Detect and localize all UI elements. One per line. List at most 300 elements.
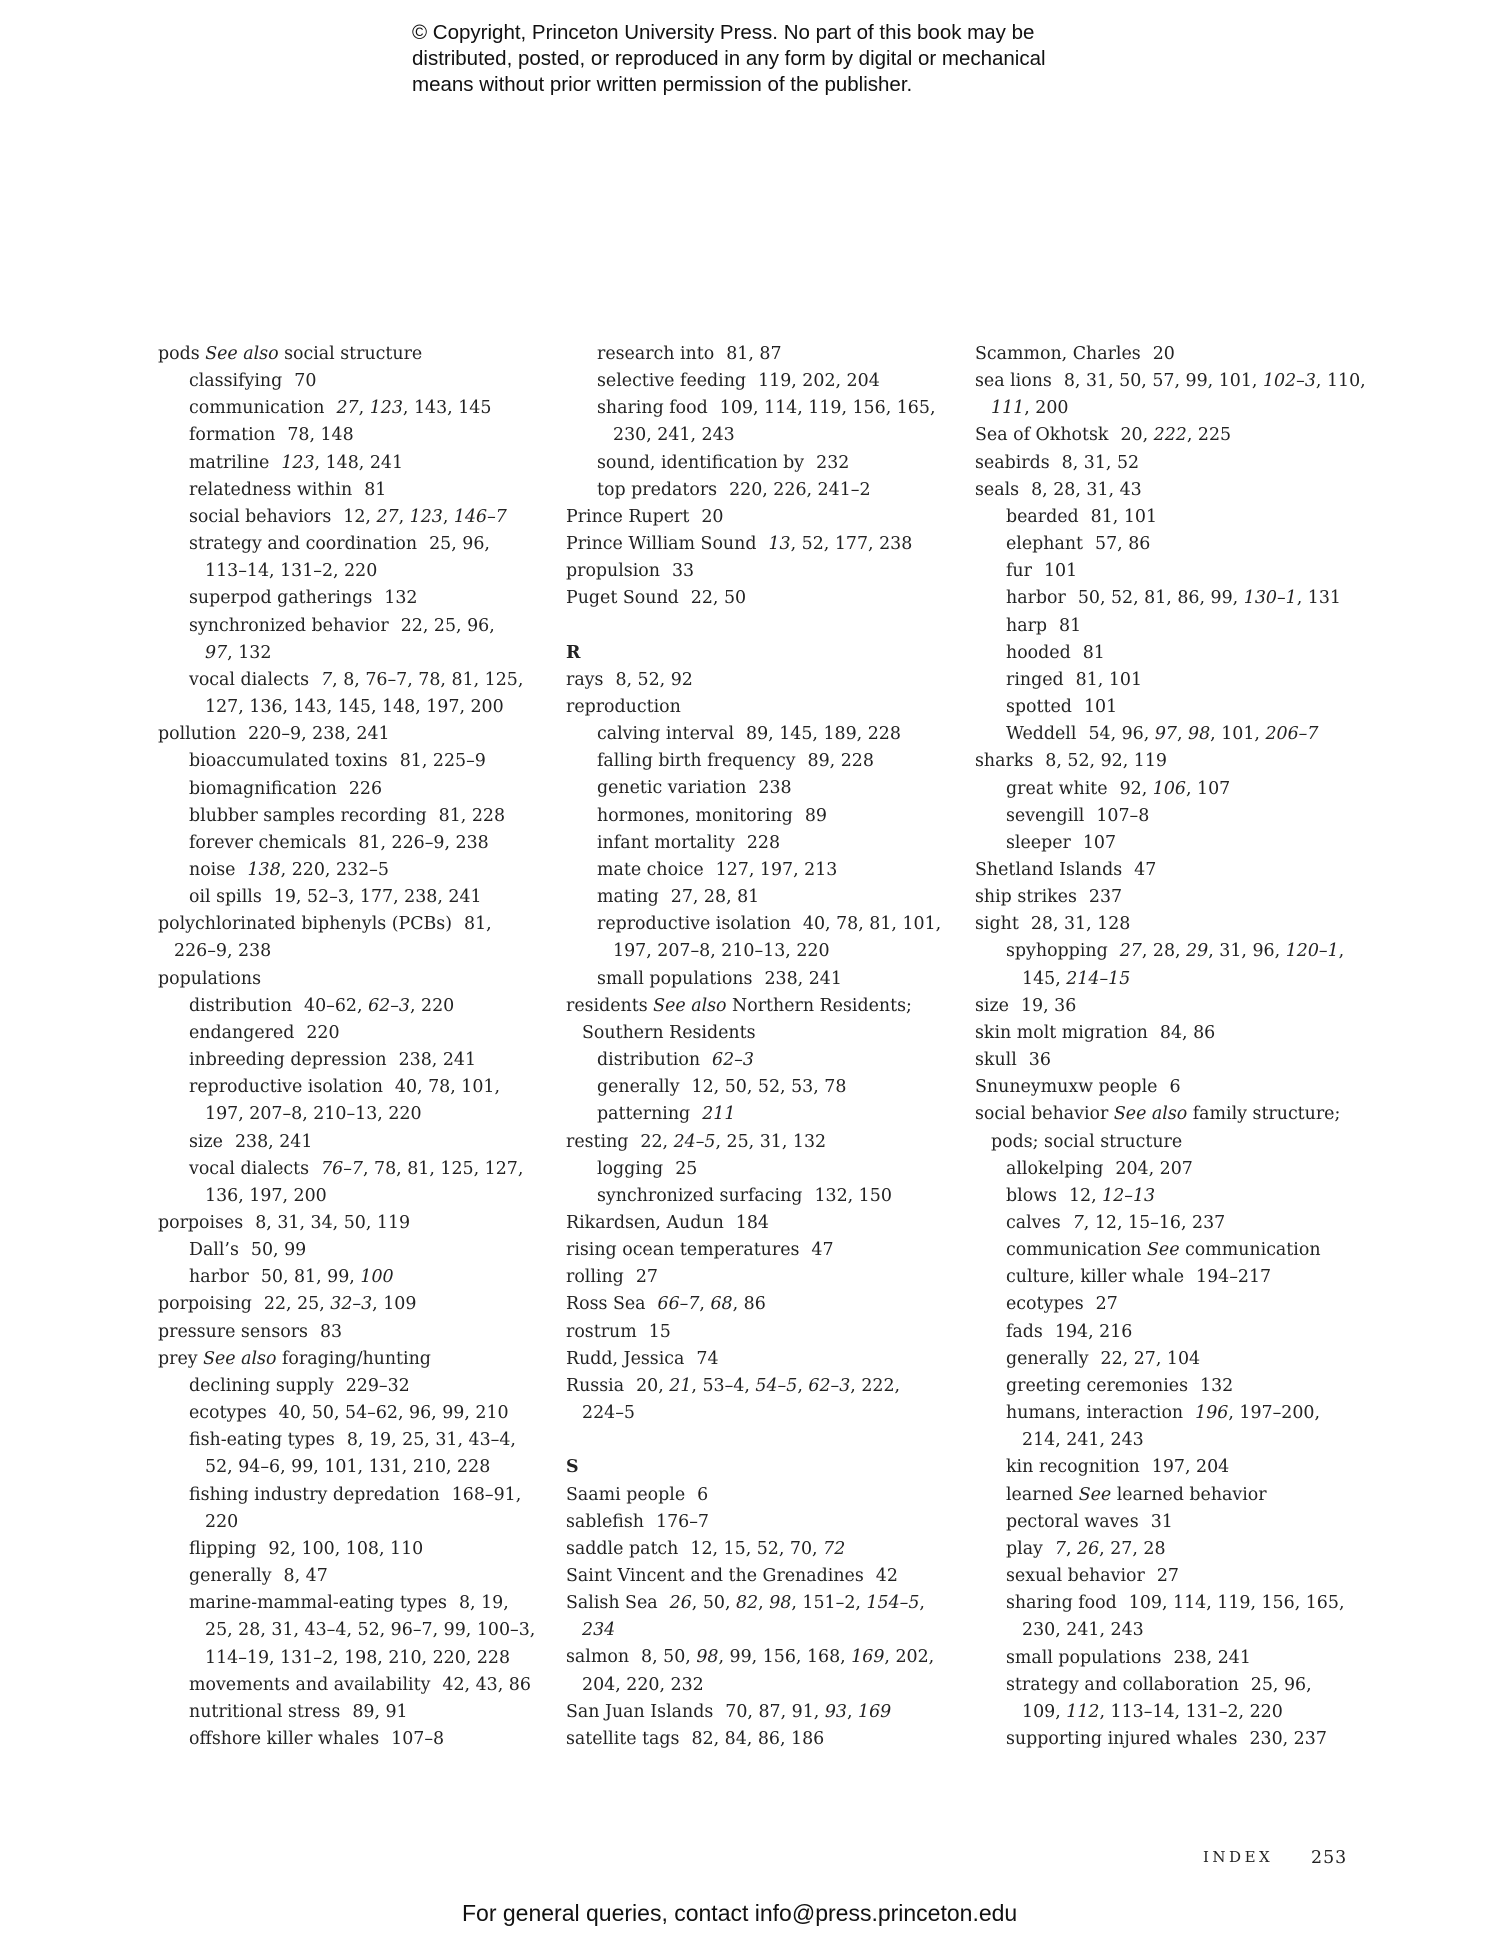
italic-text: 82 <box>736 1593 759 1614</box>
entry-text: size <box>189 1131 223 1152</box>
index-subentry <box>566 803 966 830</box>
entry-text: strategy and collaboration <box>1006 1674 1239 1695</box>
entry-text: , 27, 28 <box>1099 1538 1166 1559</box>
index-entry <box>566 1237 966 1264</box>
italic-text: 27 <box>1119 941 1142 962</box>
entry-text: Northern Residents; <box>726 995 912 1016</box>
entry-text: 238, 241 <box>398 1050 477 1071</box>
entry-text: 19, 36 <box>1020 995 1077 1016</box>
entry-text: 78, 148 <box>287 425 354 446</box>
index-continuation <box>158 640 558 667</box>
italic-text: 154–5 <box>866 1593 920 1614</box>
entry-text: 40, 78, 81, 101, <box>802 914 942 935</box>
entry-text: 27 <box>1095 1294 1118 1315</box>
index-continuation <box>975 1617 1375 1644</box>
index-continuation <box>975 395 1375 422</box>
entry-text: social behavior <box>975 1104 1114 1125</box>
entry-text: social behaviors <box>189 506 332 527</box>
entry-text: , <box>758 1593 770 1614</box>
entry-text: endangered <box>189 1022 295 1043</box>
entry-text: 50, 52, 81, 86, 99, <box>1077 588 1244 609</box>
entry-text: 8, 31, 52 <box>1061 452 1140 473</box>
entry-text: , 50, <box>691 1593 737 1614</box>
entry-text: , 143, 145 <box>402 398 492 419</box>
index-subentry <box>566 775 966 802</box>
entry-text: salmon <box>566 1647 630 1668</box>
entry-text: bearded <box>1006 506 1079 527</box>
entry-text: , 52, 177, 238 <box>790 534 913 555</box>
index-subentry <box>975 1319 1375 1346</box>
entry-text: 22, <box>640 1131 674 1152</box>
entry-text: 136, 197, 200 <box>205 1185 327 1206</box>
index-subentry <box>158 1427 558 1454</box>
index-column-middle <box>566 341 966 1753</box>
running-footer-section: INDEX <box>1203 1848 1274 1866</box>
index-entry <box>158 1346 558 1373</box>
entry-text: synchronized behavior <box>189 615 389 636</box>
entry-text: logging <box>597 1158 664 1179</box>
entry-text: 81, 87 <box>726 344 782 364</box>
entry-text: 89 <box>804 805 827 826</box>
index-subentry <box>975 585 1375 612</box>
entry-text: play <box>1006 1538 1043 1559</box>
index-continuation <box>158 1454 558 1481</box>
entry-text: rolling <box>566 1267 624 1288</box>
entry-text: 81 <box>1059 615 1082 636</box>
entry-text: , 113–14, 131–2, 220 <box>1099 1701 1283 1722</box>
entry-text: 20 <box>701 506 724 527</box>
entry-text: nutritional stress <box>189 1701 341 1722</box>
index-subentry <box>566 1074 966 1101</box>
index-continuation <box>975 966 1375 993</box>
index-subentry <box>975 613 1375 640</box>
entry-text: Southern Residents <box>582 1022 756 1043</box>
index-column-left <box>158 341 558 1753</box>
index-subentry <box>158 1237 558 1264</box>
index-subentry <box>975 1563 1375 1590</box>
index-entry <box>566 1726 966 1753</box>
section-spacer <box>566 613 966 640</box>
entry-text: foraging/hunting <box>276 1348 431 1369</box>
entry-text: Sea of Okhotsk <box>975 425 1109 446</box>
italic-text: 13 <box>768 534 791 555</box>
entry-text: small populations <box>1006 1647 1162 1668</box>
index-entry <box>975 748 1375 775</box>
entry-text: declining supply <box>189 1375 334 1396</box>
index-entry <box>975 884 1375 911</box>
copyright-line: © Copyright, Princeton University Press. No part of this book may be <box>412 21 1035 44</box>
index-entry <box>975 450 1375 477</box>
index-subentry <box>158 395 558 422</box>
entry-text: pods; social structure <box>991 1131 1183 1152</box>
index-subentry <box>158 1536 558 1563</box>
entry-text: 132, 150 <box>814 1185 892 1206</box>
entry-text: sleeper <box>1006 832 1071 853</box>
entry-text: 81 <box>364 479 387 500</box>
entry-text: 89, 228 <box>807 751 874 772</box>
index-continuation <box>158 1645 558 1672</box>
entry-text: 194–217 <box>1196 1267 1272 1288</box>
index-subentry <box>975 721 1375 748</box>
entry-text: Russia <box>566 1375 625 1396</box>
entry-text: Salish Sea <box>566 1593 658 1614</box>
italic-text: 196 <box>1195 1403 1229 1424</box>
entry-text: 84, 86 <box>1159 1022 1216 1043</box>
index-subentry <box>158 1074 558 1101</box>
index-entry <box>566 1210 966 1237</box>
index-subentry <box>975 531 1375 558</box>
index-subentry <box>158 450 558 477</box>
entry-text: polychlorinated biphenyls (PCBs) <box>158 914 452 935</box>
entry-text: 226–9, 238 <box>174 941 272 962</box>
entry-text: 232 <box>816 452 850 473</box>
entry-text: San Juan Islands <box>566 1701 714 1722</box>
italic-text: 214–15 <box>1066 968 1131 989</box>
entry-text: 12, <box>343 506 377 527</box>
entry-text: 70 <box>294 371 317 392</box>
index-subentry <box>158 1400 558 1427</box>
entry-text: 89, 145, 189, 228 <box>746 724 901 745</box>
index-continuation <box>158 1509 558 1536</box>
entry-text: , <box>797 1375 809 1396</box>
entry-text: generally <box>1006 1348 1089 1369</box>
italic-text: 206–7 <box>1265 724 1319 745</box>
index-entry <box>975 993 1375 1020</box>
entry-text: 228 <box>746 832 781 853</box>
entry-text: Rudd, Jessica <box>566 1348 685 1369</box>
entry-text: fish-eating types <box>189 1430 335 1451</box>
entry-text: 238, 241 <box>234 1131 313 1152</box>
italic-text: 234 <box>582 1620 616 1641</box>
entry-text: 168–91, <box>451 1484 522 1505</box>
index-entry <box>975 911 1375 938</box>
italic-text: 222 <box>1153 425 1187 446</box>
entry-text: , 107 <box>1185 778 1231 799</box>
entry-text: resting <box>566 1131 629 1152</box>
italic-text: 66–7 <box>657 1294 700 1315</box>
entry-text: S <box>566 1457 579 1478</box>
entry-text: distribution <box>189 995 293 1016</box>
entry-text: 238, 241 <box>764 968 842 989</box>
entry-text: , 28, <box>1141 941 1187 962</box>
entry-text: prey <box>158 1348 204 1369</box>
entry-text: bioaccumulated toxins <box>189 751 388 772</box>
entry-text: calving interval <box>597 724 735 745</box>
index-continuation <box>566 1672 966 1699</box>
italic-text: 7 <box>321 669 333 690</box>
entry-text: , 110, <box>1315 371 1366 392</box>
index-subentry <box>975 1183 1375 1210</box>
index-subentry <box>158 1726 558 1753</box>
entry-text: oil spills <box>189 887 262 908</box>
index-subentry <box>566 368 966 395</box>
entry-text: , <box>1065 1538 1078 1559</box>
italic-text: 102–3 <box>1262 371 1316 392</box>
index-subentry <box>566 341 966 368</box>
index-subentry <box>975 1482 1375 1509</box>
italic-text: 98 <box>1188 724 1211 745</box>
entry-text: , <box>442 506 454 527</box>
entry-text: Weddell <box>1006 724 1077 745</box>
italic-text: 76–7 <box>321 1158 363 1179</box>
index-entry <box>566 1373 966 1400</box>
entry-text: research into <box>597 344 715 364</box>
entry-text: 107–8 <box>391 1728 445 1749</box>
index-subentry <box>975 803 1375 830</box>
italic-text: 72 <box>823 1538 846 1559</box>
entry-text: vocal dialects <box>189 669 310 690</box>
entry-text: 127, 197, 213 <box>715 859 838 880</box>
entry-text: 40, 78, 101, <box>394 1077 500 1098</box>
index-entry <box>566 1509 966 1536</box>
entry-text: 70, 87, 91, <box>725 1701 825 1722</box>
entry-text: , 25, 31, 132 <box>715 1131 827 1152</box>
italic-text: 123 <box>409 506 443 527</box>
italic-text: 27 <box>336 398 359 419</box>
index-subentry <box>975 1645 1375 1672</box>
index-entry <box>975 857 1375 884</box>
index-subentry <box>975 1264 1375 1291</box>
entry-text: rising ocean temperatures <box>566 1240 800 1261</box>
index-subentry <box>566 477 966 504</box>
entry-text: Puget Sound <box>566 588 679 609</box>
entry-text: 220, 226, 241–2 <box>729 479 871 500</box>
index-subentry <box>975 1590 1375 1617</box>
entry-text: skull <box>975 1050 1017 1071</box>
italic-text: 123 <box>369 398 403 419</box>
entry-text: pressure sensors <box>158 1321 308 1342</box>
index-subentry <box>975 938 1375 965</box>
index-subentry <box>975 1237 1375 1264</box>
entry-text: , 220, 232–5 <box>280 859 389 880</box>
entry-text: populations <box>158 968 262 989</box>
entry-text: synchronized surfacing <box>597 1185 803 1206</box>
italic-text: 27 <box>376 506 399 527</box>
entry-text: sexual behavior <box>1006 1566 1145 1587</box>
entry-text: communication <box>189 398 325 419</box>
index-entry <box>566 585 966 612</box>
entry-text: classifying <box>189 371 283 392</box>
entry-text: generally <box>597 1077 680 1098</box>
entry-text: 8, 52, 92, 119 <box>1045 751 1167 772</box>
entry-text: elephant <box>1006 534 1084 555</box>
entry-text: 220–9, 238, 241 <box>248 724 390 745</box>
entry-text: 40–62, <box>304 995 369 1016</box>
entry-text: 230, 241, 243 <box>613 425 735 446</box>
entry-text: marine-mammal-eating types <box>189 1593 447 1614</box>
index-continuation <box>158 694 558 721</box>
italic-text: 93 <box>824 1701 847 1722</box>
entry-text: 224–5 <box>582 1403 635 1424</box>
entry-text: patterning <box>597 1104 691 1125</box>
entry-text: 57, 86 <box>1095 534 1151 555</box>
entry-text: 92, <box>1119 778 1153 799</box>
entry-text: 92, 100, 108, 110 <box>268 1538 424 1559</box>
entry-text: 25 <box>675 1158 698 1179</box>
index-entry <box>975 341 1375 368</box>
index-subentry <box>158 1373 558 1400</box>
index-entry <box>566 1291 966 1318</box>
entry-text: 109, 114, 119, 156, 165, <box>1128 1593 1345 1614</box>
index-entry <box>158 966 558 993</box>
entry-text: 42, 43, 86 <box>442 1674 531 1695</box>
section-spacer <box>566 1427 966 1454</box>
entry-text: Dall’s <box>189 1240 239 1261</box>
entry-text: 82, 84, 86, 186 <box>691 1728 825 1749</box>
entry-text: humans, interaction <box>1006 1403 1184 1424</box>
entry-text: 50, 99 <box>250 1240 307 1261</box>
index-subentry <box>566 395 966 422</box>
entry-text: blows <box>1006 1185 1057 1206</box>
entry-text: residents <box>566 995 654 1016</box>
index-subentry <box>158 884 558 911</box>
entry-text: 107 <box>1082 832 1117 853</box>
index-entry <box>975 1101 1375 1128</box>
entry-text: 230, 241, 243 <box>1022 1620 1144 1641</box>
entry-text: 27, 28, 81 <box>670 887 760 908</box>
index-entry <box>158 1319 558 1346</box>
entry-text: sight <box>975 914 1019 935</box>
index-subentry <box>158 1047 558 1074</box>
index-subentry <box>158 1672 558 1699</box>
entry-text: Shetland Islands <box>975 859 1123 880</box>
entry-text: sharing food <box>597 398 708 419</box>
index-continuation <box>566 938 966 965</box>
index-subentry <box>158 585 558 612</box>
italic-text: 211 <box>702 1104 736 1125</box>
entry-text: biomagnification <box>189 778 337 799</box>
entry-text: forever chemicals <box>189 832 347 853</box>
index-subentry <box>566 450 966 477</box>
entry-text: genetic variation <box>597 778 747 799</box>
entry-text: 114–19, 131–2, 198, 210, 220, 228 <box>205 1647 511 1668</box>
entry-text: , 225 <box>1186 425 1232 446</box>
entry-text: learned behavior <box>1111 1484 1267 1505</box>
entry-text: 220 <box>306 1022 340 1043</box>
entry-text: 81 <box>1082 642 1105 663</box>
index-entry <box>566 667 966 694</box>
index-subentry <box>975 1454 1375 1481</box>
entry-text: calves <box>1006 1213 1061 1233</box>
entry-text: 33 <box>671 561 695 582</box>
entry-text: 27 <box>1156 1566 1179 1587</box>
italic-text: See also <box>653 995 727 1016</box>
index-entry <box>566 694 966 721</box>
index-subentry <box>158 1563 558 1590</box>
index-column-right <box>975 341 1375 1753</box>
entry-text: mating <box>597 887 659 908</box>
italic-text: 111 <box>991 398 1025 419</box>
index-subentry <box>158 613 558 640</box>
index-entry <box>566 1319 966 1346</box>
entry-text: 12, 50, 52, 53, 78 <box>691 1077 847 1098</box>
index-subentry <box>975 558 1375 585</box>
entry-text: satellite tags <box>566 1728 680 1749</box>
entry-text: , 132 <box>227 642 272 663</box>
index-subentry <box>975 1536 1375 1563</box>
entry-text: fur <box>1006 561 1032 582</box>
entry-text: Scammon, Charles <box>975 344 1141 364</box>
entry-text: hooded <box>1006 642 1071 663</box>
index-subentry <box>975 694 1375 721</box>
entry-text: 22, 27, 104 <box>1100 1348 1201 1369</box>
italic-text: 112 <box>1066 1701 1100 1722</box>
entry-text: generally <box>189 1566 272 1587</box>
italic-text: 138 <box>247 859 281 880</box>
entry-text: relatedness within <box>189 479 353 500</box>
entry-text: movements and availability <box>189 1674 431 1695</box>
index-subentry <box>158 531 558 558</box>
entry-text: , 86 <box>732 1294 766 1315</box>
entry-text: 20, <box>1120 425 1154 446</box>
entry-text: , 197–200, <box>1228 1403 1320 1424</box>
index-subentry <box>158 1699 558 1726</box>
entry-text: 132 <box>1200 1375 1234 1396</box>
italic-text: 169 <box>851 1647 885 1668</box>
entry-text: 197, 207–8, 210–13, 220 <box>205 1104 422 1125</box>
entry-text: , 101, <box>1210 724 1266 745</box>
index-subentry <box>975 504 1375 531</box>
italic-text: 29 <box>1186 941 1209 962</box>
index-subentry <box>566 1101 966 1128</box>
entry-text: sharing food <box>1006 1593 1117 1614</box>
entry-text: spyhopping <box>1006 941 1108 962</box>
entry-text: social structure <box>278 344 423 364</box>
index-entry <box>975 1020 1375 1047</box>
entry-text: 226 <box>348 778 383 799</box>
entry-text: sevengill <box>1006 805 1085 826</box>
entry-text: 238 <box>758 778 792 799</box>
index-entry <box>566 504 966 531</box>
entry-text: 6 <box>697 1484 709 1505</box>
entry-text: , 220 <box>409 995 455 1016</box>
entry-text: 83 <box>319 1321 343 1342</box>
index-subentry <box>158 830 558 857</box>
italic-text: 120–1 <box>1285 941 1339 962</box>
entry-text: 81, 226–9, 238 <box>358 832 489 853</box>
italic-text: 54–5 <box>755 1375 798 1396</box>
entry-text: small populations <box>597 968 753 989</box>
italic-text: 106 <box>1152 778 1186 799</box>
italic-text: 97 <box>1154 724 1177 745</box>
entry-text: sea lions <box>975 371 1052 392</box>
index-subentry <box>158 667 558 694</box>
entry-text: 204, 220, 232 <box>582 1674 704 1695</box>
index-entry <box>975 1074 1375 1101</box>
entry-text: 8, 47 <box>283 1566 328 1587</box>
index-entry <box>566 1482 966 1509</box>
copyright-line: distributed, posted, or reproduced in any form by digital or mechanical <box>412 47 1046 70</box>
entry-text: pods <box>158 344 206 364</box>
entry-text: noise <box>189 859 236 880</box>
index-subentry <box>975 1210 1375 1237</box>
entry-text: blubber samples recording <box>189 805 427 826</box>
index-continuation <box>566 1400 966 1427</box>
entry-text: kin recognition <box>1006 1457 1140 1478</box>
entry-text: 197, 204 <box>1151 1457 1230 1478</box>
index-entry <box>566 1590 966 1617</box>
entry-text: porpoises <box>158 1213 244 1233</box>
italic-text: 98 <box>769 1593 792 1614</box>
entry-text: propulsion <box>566 561 660 582</box>
entry-text: , 31, 96, <box>1208 941 1286 962</box>
entry-text: 127, 136, 143, 145, 148, 197, 200 <box>205 697 504 718</box>
italic-text: See also <box>203 1348 277 1369</box>
index-subentry <box>158 803 558 830</box>
italic-text: 62–3 <box>368 995 410 1016</box>
italic-text: 26 <box>669 1593 692 1614</box>
copyright-line: means without prior written permission of the publisher. <box>412 73 913 96</box>
